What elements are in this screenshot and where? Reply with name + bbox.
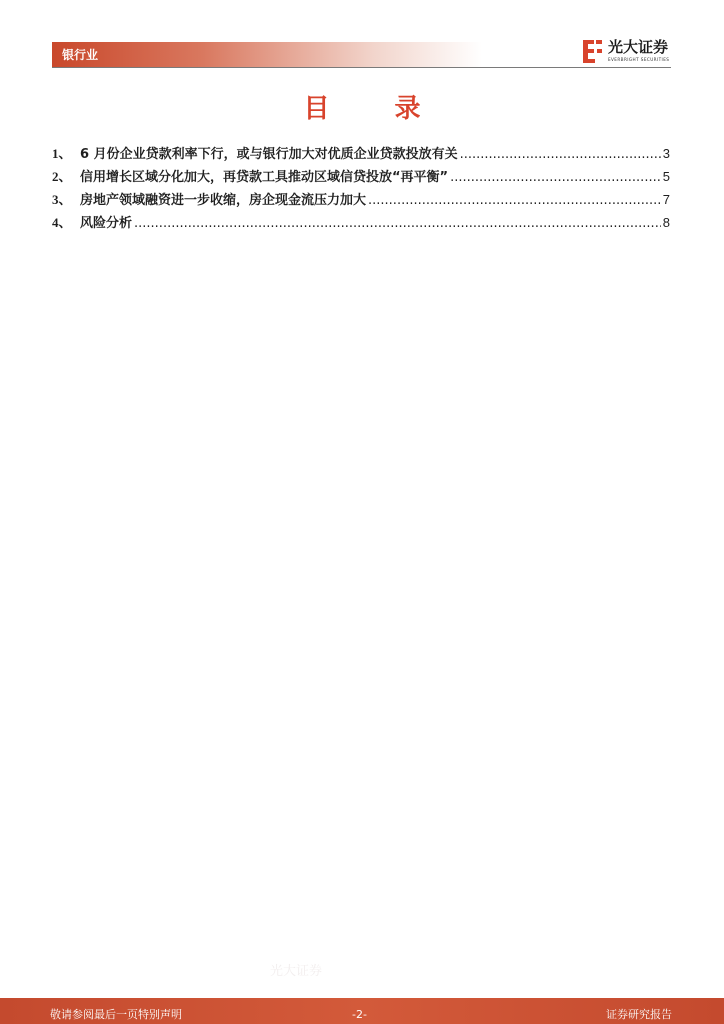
toc-entry-title: 风险分析 [80, 216, 133, 231]
toc-entry[interactable] [52, 212, 670, 235]
toc-leader-dots [134, 216, 661, 231]
toc-entry[interactable] [52, 189, 670, 212]
toc-entry-title: 6 月份企业贷款利率下行，或与银行加大对优质企业贷款投放有关 [80, 147, 458, 162]
toc-title: 目 录 [303, 94, 449, 124]
toc-entry-page: 5 [662, 169, 670, 184]
brand-logo [580, 38, 672, 66]
toc-entry-number: 3、 [52, 192, 72, 207]
header-divider [52, 67, 671, 68]
toc-entry[interactable] [52, 166, 670, 189]
toc-entry-page: 7 [662, 192, 670, 207]
watermark: 光大证券 [270, 964, 323, 979]
brand-name-en: EVERBRIGHT SECURITIES [608, 57, 670, 62]
section-label: 银行业 [62, 48, 99, 62]
table-of-contents [52, 143, 670, 235]
header-band [52, 42, 482, 68]
toc-entry-title: 房地产领域融资进一步收缩，房企现金流压力加大 [80, 193, 367, 208]
toc-entry[interactable] [52, 143, 670, 166]
toc-entry-number: 2、 [52, 169, 72, 184]
toc-entry-page: 3 [662, 146, 670, 161]
toc-leader-dots [450, 170, 661, 185]
toc-leader-dots [368, 193, 661, 208]
toc-leader-dots [460, 147, 661, 162]
brand-name-cn: 光大证券 [608, 38, 669, 56]
footer-page-number: -2- [352, 1008, 367, 1021]
brand-logo-icon [580, 38, 604, 65]
footer-disclaimer: 敬请参阅最后一页特别声明 [50, 1008, 182, 1021]
toc-entry-page: 8 [662, 215, 670, 230]
toc-entry-number: 4、 [52, 215, 72, 230]
footer-report-type: 证券研究报告 [606, 1008, 672, 1021]
toc-entry-number: 1、 [52, 146, 72, 161]
toc-entry-title: 信用增长区域分化加大，再贷款工具推动区域信贷投放“再平衡” [80, 170, 449, 185]
